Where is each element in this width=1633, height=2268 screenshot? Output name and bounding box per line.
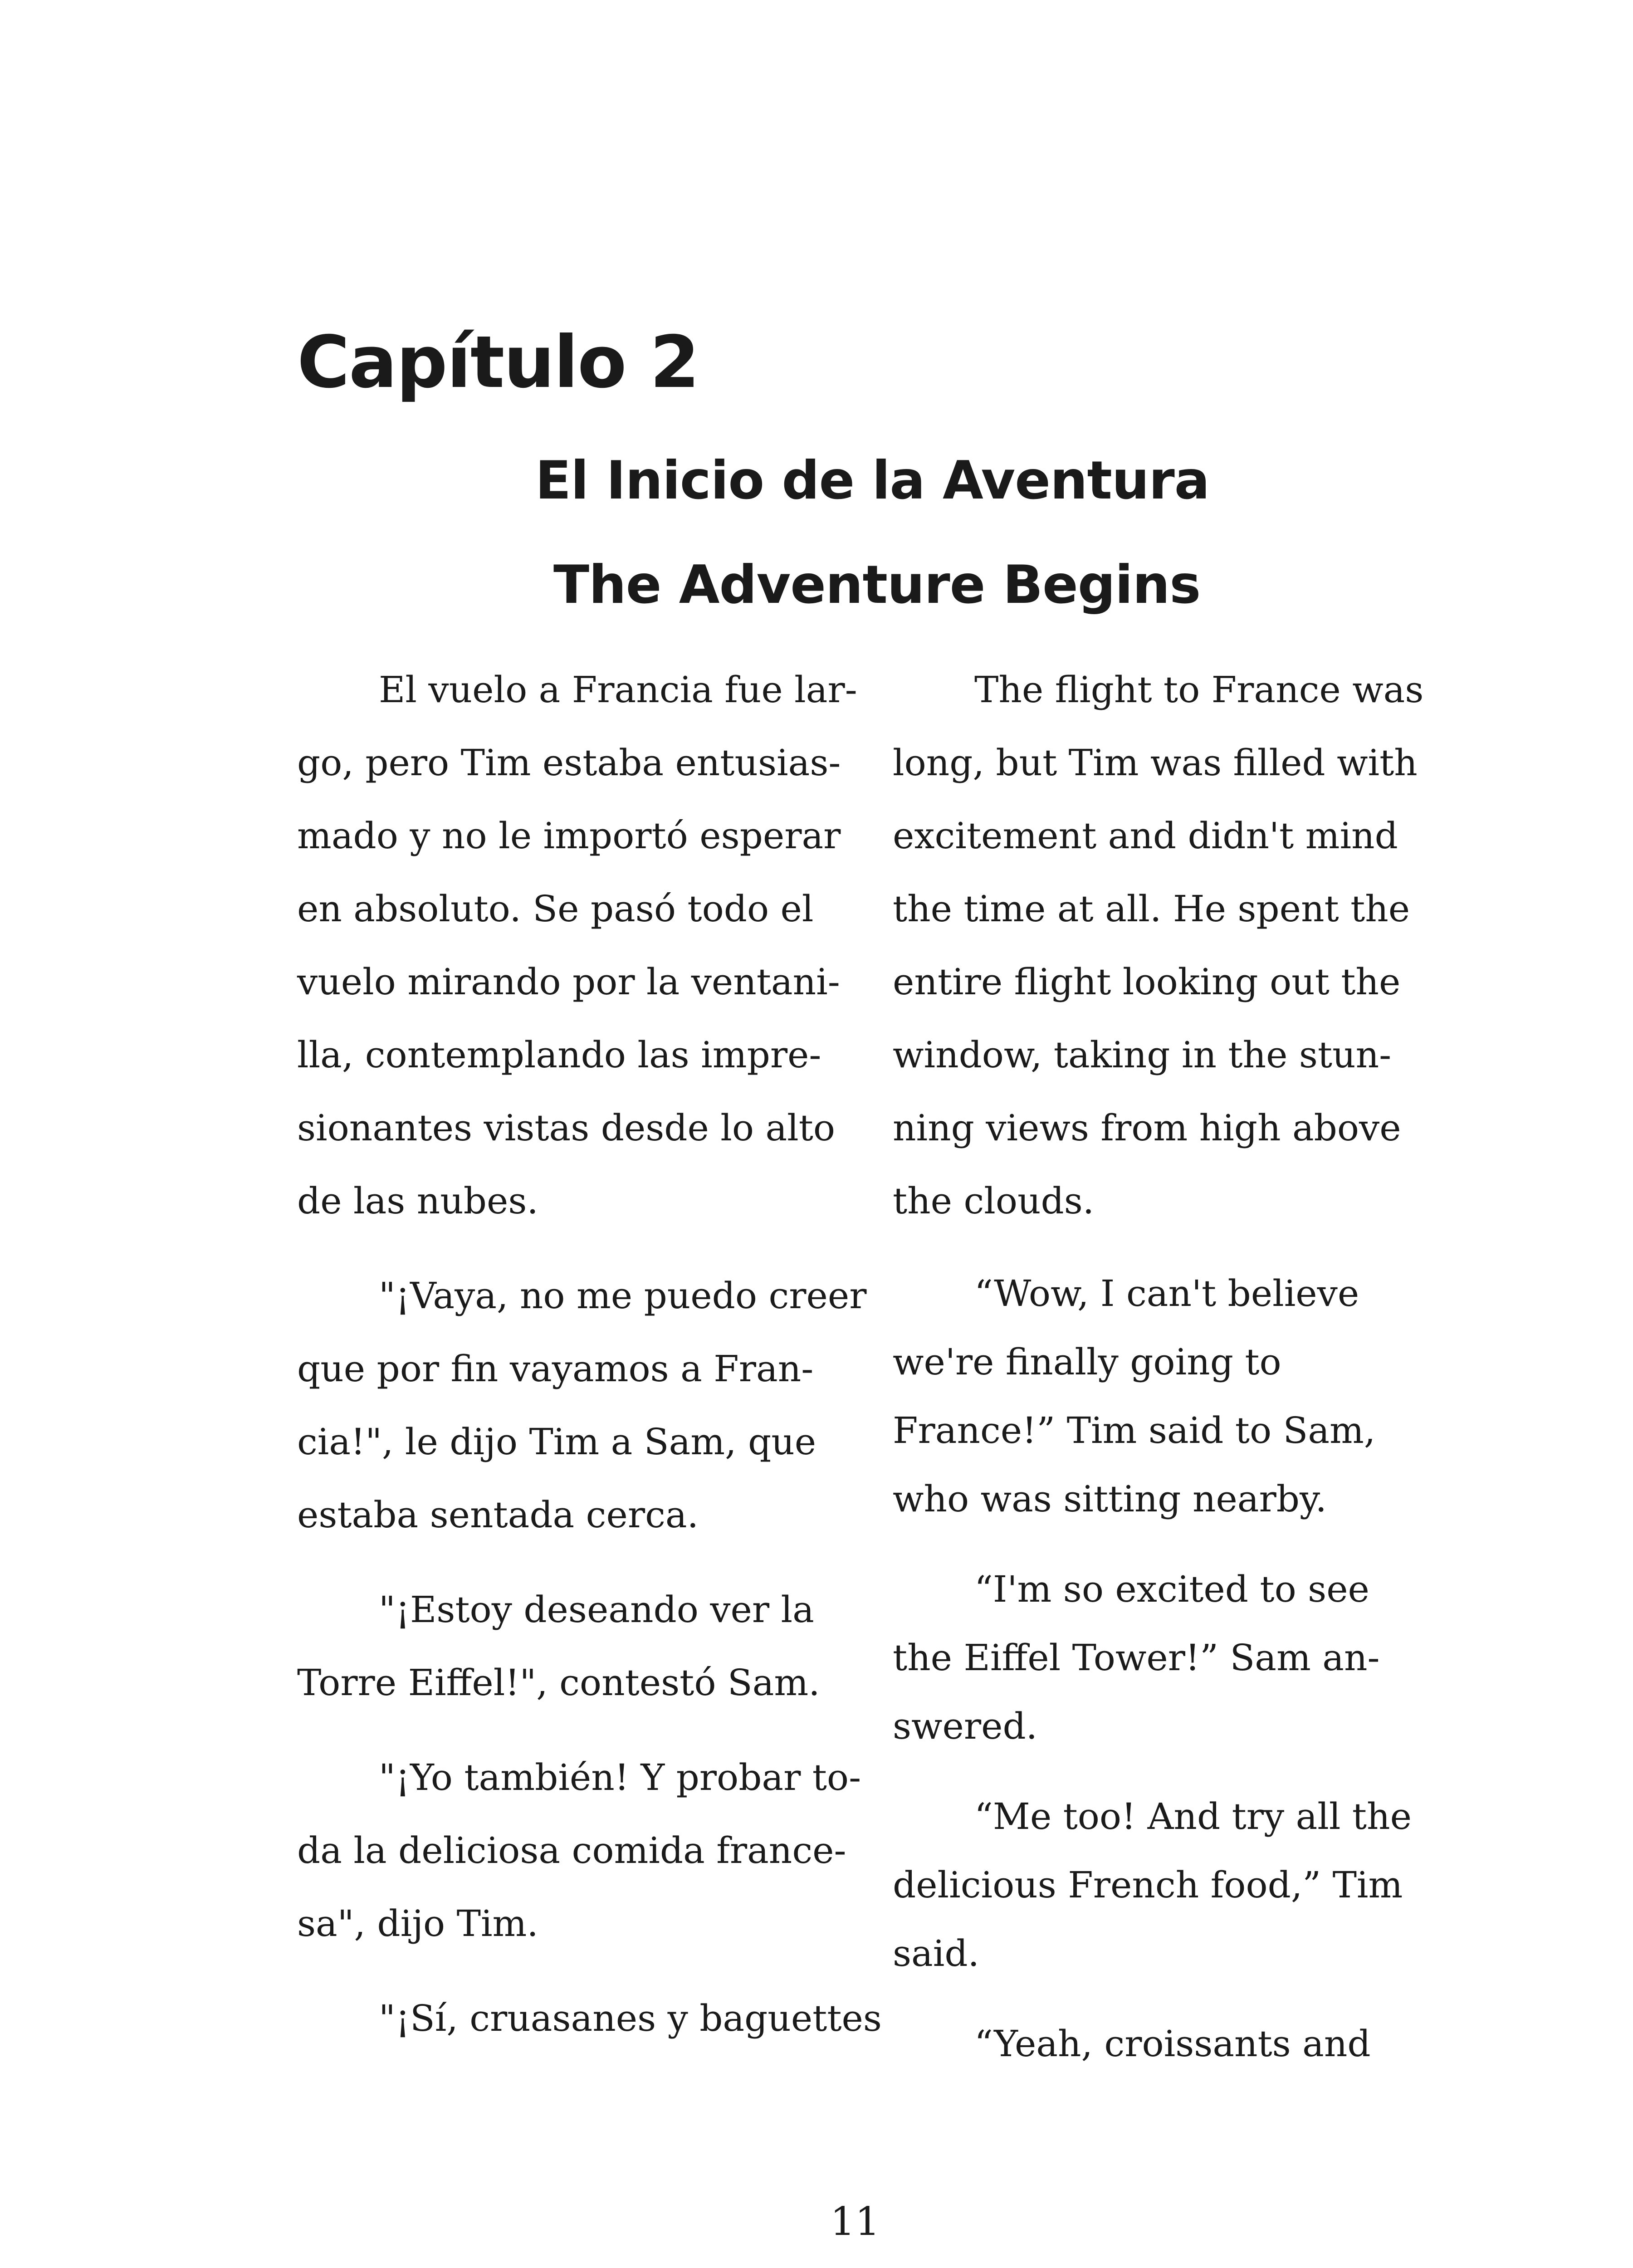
text-line: delicious French food,” Tim [893,1864,1403,1906]
text-line: sa", dijo Tim. [297,1902,538,1945]
text-line: en absoluto. Se pasó todo el [297,888,814,930]
text-line: the time at all. He spent the [893,888,1410,930]
text-line: excitement and didn't mind [893,815,1398,857]
text-line: mado y no le importó esperar [297,815,841,857]
text-line: long, but Tim was filled with [893,742,1418,784]
paragraph [893,1555,1464,1760]
text-line: "¡Yo también! Y probar to- [379,1756,861,1799]
english-column [893,653,1464,2078]
text-line: "¡Sí, cruasanes y baguettes [379,1997,882,2039]
paragraph [297,1573,864,1719]
paragraph [297,1741,864,1960]
spanish-column [297,653,882,2055]
text-line: lla, contemplando las impre- [297,1034,821,1076]
paragraph [893,1259,1464,1533]
text-line: de las nubes. [297,1180,538,1222]
chapter-title: Capítulo 2 [297,321,699,404]
text-line: “I'm so excited to see [974,1568,1369,1610]
text-line: “Yeah, croissants and [974,2023,1371,2065]
paragraph [297,653,864,1237]
text-line: we're finally going to [893,1341,1281,1383]
text-line: estaba sentada cerca. [297,1494,699,1536]
paragraph [297,1259,867,1551]
text-line: the clouds. [893,1180,1095,1222]
paragraph [893,1782,1464,1988]
text-line: Torre Eiffel!", contestó Sam. [297,1662,820,1704]
text-line: said. [893,1932,979,1975]
chapter-subtitle-english: The Adventure Begins [553,554,1201,616]
paragraph [297,1982,882,2055]
text-line: El vuelo a Francia fue lar- [379,669,857,711]
text-line: go, pero Tim estaba entusias- [297,742,841,784]
text-line: “Me too! And try all the [974,1795,1412,1838]
text-line: entire flight looking out the [893,961,1401,1003]
chapter-subtitle-spanish: El Inicio de la Aventura [535,450,1210,511]
text-line: ning views from high above [893,1107,1401,1149]
text-line: who was sitting nearby. [893,1478,1327,1520]
paragraph [893,653,1464,1237]
page-number: 11 [830,2199,880,2244]
text-line: vuelo mirando por la ventani- [297,961,840,1003]
text-line: sionantes vistas desde lo alto [297,1107,836,1149]
text-line: "¡Vaya, no me puedo creer [379,1275,867,1317]
text-line: cia!", le dijo Tim a Sam, que [297,1421,816,1463]
text-line: que por fin vayamos a Fran- [297,1348,814,1390]
paragraph [893,2009,1464,2078]
text-line: The flight to France was [974,669,1424,711]
text-line: "¡Estoy deseando ver la [379,1589,814,1631]
text-line: “Wow, I can't believe [974,1272,1359,1315]
text-line: da la deliciosa comida france- [297,1829,846,1872]
text-line: the Eiffel Tower!” Sam an- [893,1637,1380,1679]
text-line: window, taking in the stun- [893,1034,1392,1076]
text-line: swered. [893,1705,1038,1747]
text-line: France!” Tim said to Sam, [893,1409,1376,1452]
